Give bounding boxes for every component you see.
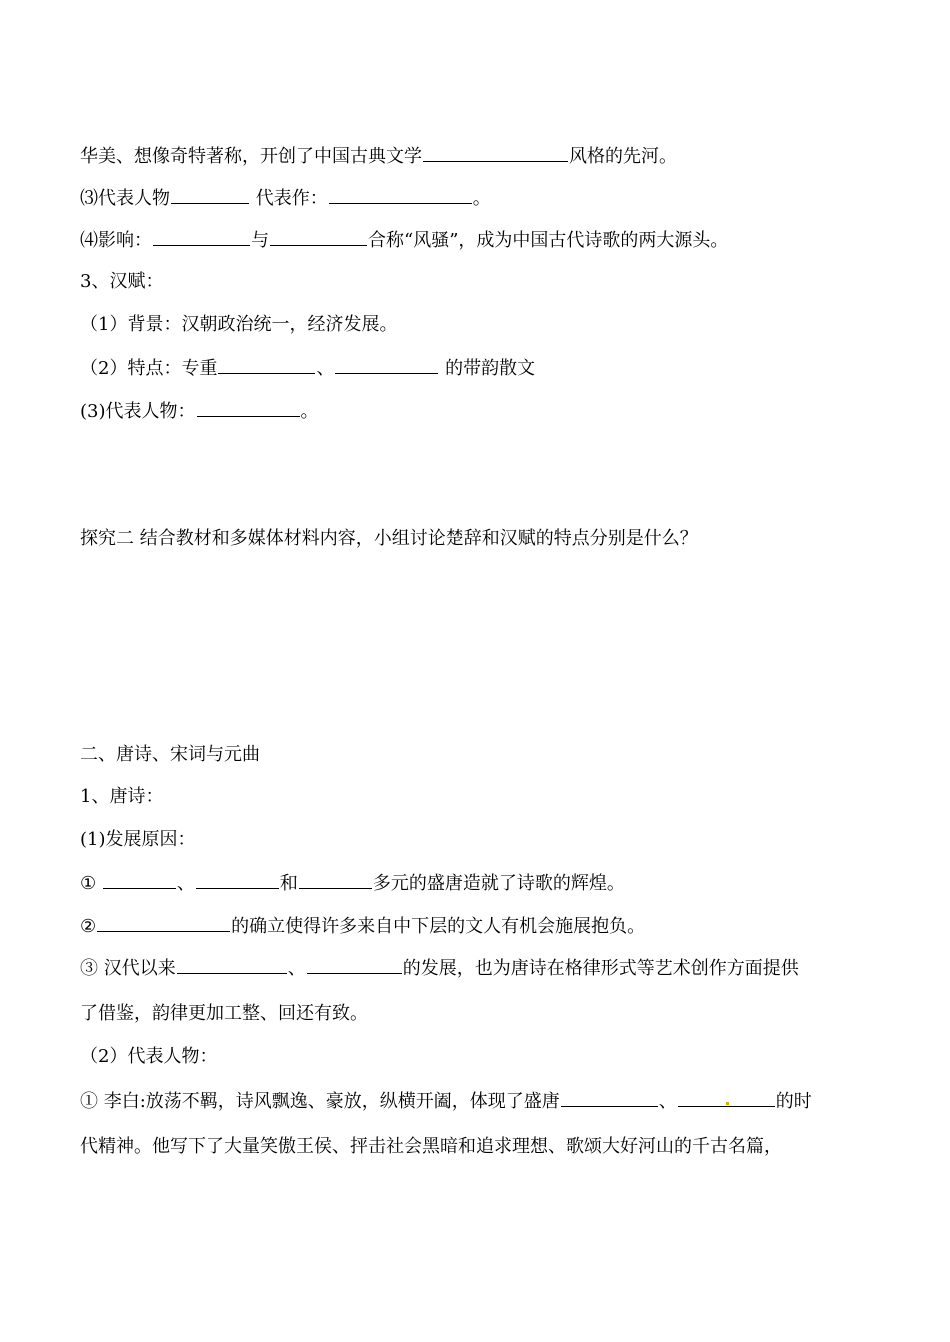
fill-blank[interactable] <box>270 227 367 246</box>
text-line <box>80 1045 217 1069</box>
text-line <box>80 1002 368 1026</box>
text: ① <box>80 873 102 894</box>
text-line <box>80 143 677 167</box>
fill-blank[interactable] <box>177 955 287 974</box>
text-line <box>80 355 535 379</box>
text-line <box>80 313 397 337</box>
text: ② <box>80 916 97 937</box>
fill-blank[interactable] <box>307 955 402 974</box>
text: 二、唐诗、宋词与元曲 <box>80 744 260 765</box>
text: 、 <box>658 1091 677 1112</box>
text-line <box>80 913 645 937</box>
text: 代表作： <box>250 188 328 209</box>
fill-blank[interactable] <box>561 1088 658 1107</box>
text-line <box>80 955 799 979</box>
fill-blank[interactable] <box>171 185 249 204</box>
text: 1、唐诗： <box>80 786 164 807</box>
text: 华美、想像奇特著称，开创了中国古典文学 <box>80 146 422 167</box>
text: 、 <box>316 358 335 379</box>
fill-blank[interactable] <box>218 355 315 374</box>
text: 的发展，也为唐诗在格律形式等艺术创作方面提供 <box>402 958 799 979</box>
text: 、 <box>287 958 306 979</box>
text: ⑶代表人物 <box>80 188 170 209</box>
text: 。 <box>300 401 319 422</box>
text: （2）代表人物： <box>80 1046 218 1067</box>
text: 的时 <box>775 1091 812 1112</box>
text-line <box>80 870 625 894</box>
text: 3、汉赋： <box>80 271 164 292</box>
text: （1）背景：汉朝政治统一，经济发展。 <box>80 314 398 335</box>
text: 的带韵散文 <box>439 358 536 379</box>
text-line <box>80 1088 812 1112</box>
text: 、 <box>176 873 195 894</box>
section-heading <box>80 270 163 294</box>
text: 多元的盛唐造就了诗歌的辉煌。 <box>372 873 625 894</box>
ink-speck <box>726 1102 729 1105</box>
section-heading <box>80 785 163 809</box>
text-line <box>80 227 728 251</box>
fill-blank[interactable] <box>103 870 176 889</box>
fill-blank[interactable] <box>329 185 472 204</box>
text-line <box>80 828 196 852</box>
text: (1)发展原因： <box>80 829 196 850</box>
text: 风格的先河。 <box>569 146 677 167</box>
text: ① 李白:放荡不羁，诗风飘逸、豪放，纵横开阖，体现了盛唐 <box>80 1091 560 1112</box>
text-line <box>80 185 491 209</box>
text: （2）特点：专重 <box>80 358 218 379</box>
fill-blank[interactable] <box>335 355 438 374</box>
text: ③ 汉代以来 <box>80 958 176 979</box>
text: 的确立使得许多来自中下层的文人有机会施展抱负。 <box>231 916 646 937</box>
text: 代精神。他写下了大量笑傲王侯、抨击社会黑暗和追求理想、歌颂大好河山的千古名篇， <box>80 1136 782 1157</box>
fill-blank[interactable] <box>299 870 372 889</box>
fill-blank[interactable] <box>423 143 568 162</box>
fill-blank[interactable] <box>153 227 250 246</box>
exploration-question <box>80 527 698 551</box>
text: 了借鉴，韵律更加工整、回还有致。 <box>80 1003 368 1024</box>
text-line <box>80 1135 782 1159</box>
text-line <box>80 398 319 422</box>
section-heading <box>80 743 260 767</box>
text: 。 <box>472 188 491 209</box>
text: (3)代表人物： <box>80 401 196 422</box>
text: 和 <box>279 873 298 894</box>
text: ⑷影响： <box>80 230 152 251</box>
text: 与 <box>251 230 269 251</box>
fill-blank[interactable] <box>97 913 230 932</box>
fill-blank[interactable] <box>196 870 279 889</box>
fill-blank[interactable] <box>197 398 300 417</box>
text: 探究二 结合教材和多媒体材料内容，小组讨论楚辞和汉赋的特点分别是什么？ <box>80 528 698 549</box>
text: 合称“风骚”，成为中国古代诗歌的两大源头。 <box>368 230 729 251</box>
